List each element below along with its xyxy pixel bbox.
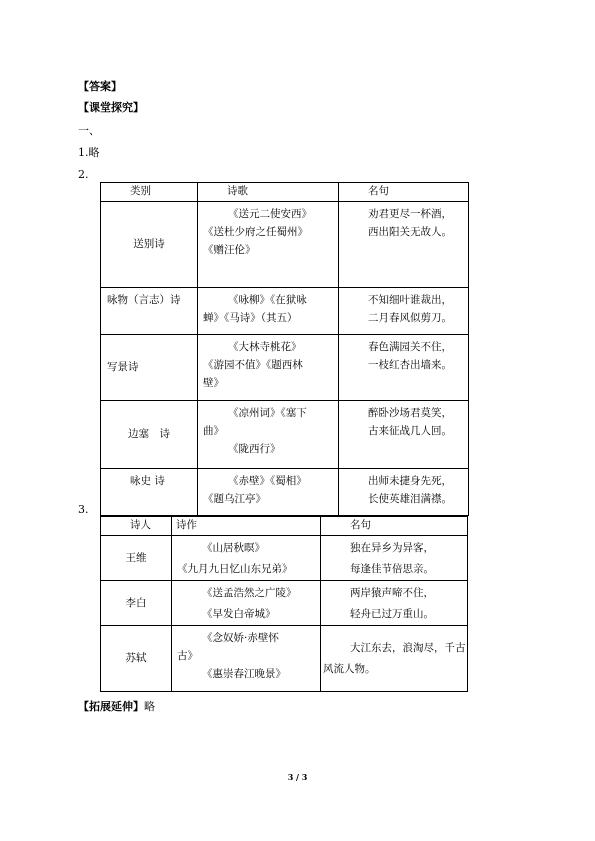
poem-title: 曲》	[203, 425, 224, 437]
famous-line: 二月春风似剪刀。	[368, 312, 452, 324]
famous-line: 不知细叶谁裁出，	[368, 294, 452, 306]
category-cell: 咏史 诗	[130, 475, 165, 487]
table-header: 诗作	[172, 517, 321, 536]
poem-title: 《赤壁》《蜀相》	[228, 475, 307, 487]
famous-line: 长使英雄泪满襟。	[368, 493, 452, 505]
famous-line: 一枝红杏出墙来。	[368, 359, 452, 371]
class-inquiry-heading: 【课堂探究】	[78, 101, 144, 114]
famous-line: 大江东去，浪淘尽，千古	[350, 641, 466, 654]
table-row	[101, 202, 469, 288]
category-cell: 咏物（言志）诗	[107, 294, 181, 306]
famous-line: 独在异乡为异客，	[350, 542, 434, 554]
famous-line: 两岸猿声啼不住，	[350, 587, 434, 599]
extension-section	[78, 700, 155, 714]
poem-title: 《惠崇春江晚景》	[202, 668, 286, 680]
answer-heading: 【答案】	[78, 80, 122, 93]
poem-title: 《赠汪伦》	[203, 244, 256, 256]
poem-title: 《送元二使安西》	[228, 208, 312, 220]
extension-heading: 【拓展延伸】	[78, 700, 144, 713]
table-header: 诗人	[101, 517, 172, 536]
famous-line: 轻舟已过万重山。	[350, 608, 434, 620]
poet-cell: 李白	[125, 596, 147, 609]
poem-title: 蝉》《马诗》（其五）	[203, 312, 298, 324]
famous-line: 劝君更尽一杯酒，	[368, 208, 452, 220]
category-cell: 送别诗	[133, 238, 165, 250]
poem-title: 古》	[177, 650, 198, 662]
table-header: 名句	[339, 183, 469, 202]
poem-title: 《送孟浩然之广陵》	[202, 587, 297, 599]
poem-title: 《念奴娇·赤壁怀	[202, 632, 279, 644]
table-header: 类别	[101, 183, 198, 202]
page-number: 3 / 3	[287, 772, 308, 782]
question-1: 1.略	[78, 146, 100, 159]
question-2-label: 2.	[78, 168, 89, 181]
poetry-category-table	[100, 182, 469, 516]
table-row	[101, 581, 468, 626]
poem-title: 《游园不值》《题西林	[203, 359, 303, 371]
poem-title: 壁》	[203, 377, 224, 389]
poem-title: 《大林寺桃花》	[228, 341, 302, 353]
famous-line: 醉卧沙场君莫笑，	[368, 407, 452, 419]
famous-line: 每逢佳节倍思亲。	[350, 563, 434, 575]
table-row	[101, 536, 468, 581]
poem-title: 《九月九日忆山东兄弟》	[177, 563, 293, 575]
table-header: 诗歌	[198, 183, 339, 202]
poem-title: 《题乌江亭》	[203, 493, 266, 505]
famous-line: 西出阳关无故人。	[368, 226, 452, 238]
famous-line: 出师未捷身先死，	[368, 475, 452, 487]
extension-text: 略	[144, 700, 155, 713]
table-header: 名句	[321, 517, 468, 536]
famous-line: 古来征战几人回。	[368, 425, 452, 437]
poet-works-table	[100, 516, 468, 692]
poem-title: 《早发白帝城》	[202, 608, 276, 620]
table-row	[101, 626, 468, 692]
category-cell: 边塞 诗	[128, 428, 170, 440]
famous-line: 风流人物。	[323, 662, 376, 675]
poem-title: 《陇西行》	[228, 443, 281, 455]
poem-title: 《送杜少府之任蜀州》	[203, 226, 308, 238]
poet-cell: 王维	[125, 551, 147, 564]
table-row	[101, 335, 469, 401]
poem-title: 《凉州词》《塞下	[228, 407, 307, 419]
table-row	[101, 469, 469, 516]
part-one-label: 一、	[78, 124, 100, 137]
famous-line: 春色满园关不住，	[368, 341, 452, 353]
poet-cell: 苏轼	[125, 652, 147, 664]
table-row	[101, 401, 469, 469]
category-cell: 写景诗	[107, 361, 139, 373]
table-header-row	[101, 517, 468, 536]
poem-title: 《咏柳》《在狱咏	[228, 294, 307, 306]
table-header-row	[101, 183, 469, 202]
poem-title: 《山居秋暝》	[202, 542, 265, 554]
question-3-label: 3.	[78, 503, 89, 516]
table-row	[101, 288, 469, 335]
